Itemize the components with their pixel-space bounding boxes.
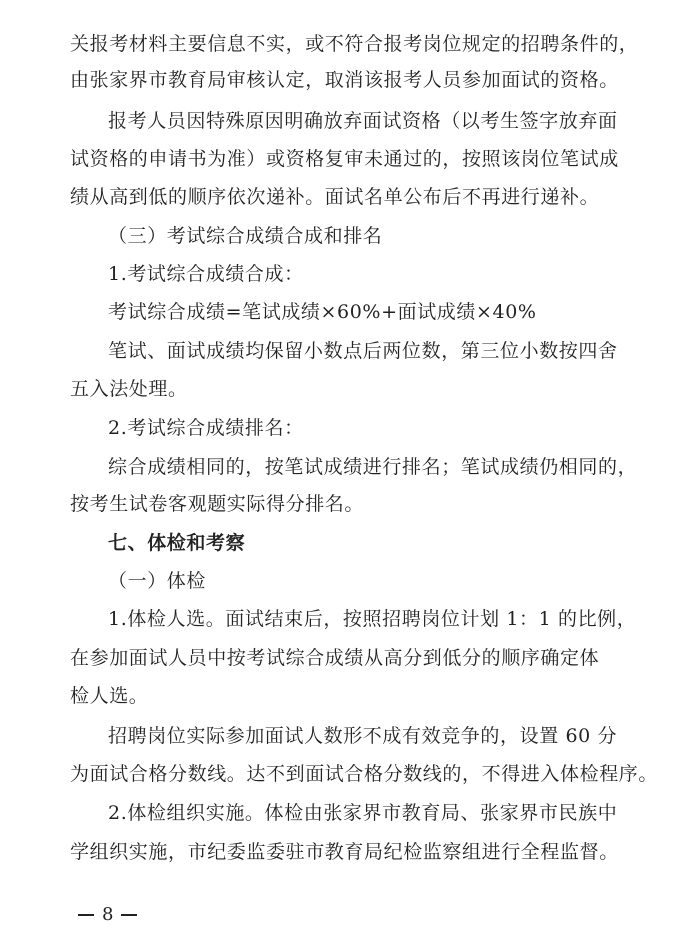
body-line: 在参加面试人员中按考试综合成绩从高分到低分的顺序确定体 [70,647,600,669]
section-heading: （三）考试综合成绩合成和排名 [108,225,383,247]
body-line: 综合成绩相同的，按笔试成绩进行排名；笔试成绩仍相同的， [108,456,638,478]
body-line: 2.体检组织实施。体检由张家界市教育局、张家界市民族中 [108,802,618,824]
section-heading: （一）体检 [108,570,207,592]
body-line: 绩从高到低的顺序依次递补。面试名单公布后不再进行递补。 [70,186,600,208]
body-line: 报考人员因特殊原因明确放弃面试资格（以考生签字放弃面 [108,110,618,132]
dash-left [78,914,94,916]
page-number: 8 [102,904,114,925]
subsection-heading: 1.考试综合成绩合成： [108,263,304,285]
body-line: 五入法处理。 [70,378,188,400]
formula-line: 考试综合成绩=笔试成绩×60%+面试成绩×40% [108,301,537,323]
body-line: 关报考材料主要信息不实，或不符合报考岗位规定的招聘条件的， [70,33,639,55]
body-line: 试资格的申请书为准）或资格复审未通过的，按照该岗位笔试成 [70,148,619,170]
chapter-heading: 七、体检和考察 [108,532,246,554]
dash-right [121,914,137,916]
body-line: 1.体检人选。面试结束后，按照招聘岗位计划 1：1 的比例， [108,608,637,630]
body-line: 笔试、面试成绩均保留小数点后两位数，第三位小数按四舍 [108,340,618,362]
body-line: 检人选。 [70,685,149,707]
page-footer [70,904,145,926]
body-line: 为面试合格分数线。达不到面试合格分数线的，不得进入体检程序。 [70,763,659,785]
body-line: 招聘岗位实际参加面试人数形不成有效竞争的，设置 60 分 [108,725,618,747]
body-line: 按考生试卷客观题实际得分排名。 [70,493,365,515]
subsection-heading: 2.考试综合成绩排名： [108,417,304,439]
body-line: 学组织实施，市纪委监委驻市教育局纪检监察组进行全程监督。 [70,841,619,863]
body-line: 由张家界市教育局审核认定，取消该报考人员参加面试的资格。 [70,69,619,91]
